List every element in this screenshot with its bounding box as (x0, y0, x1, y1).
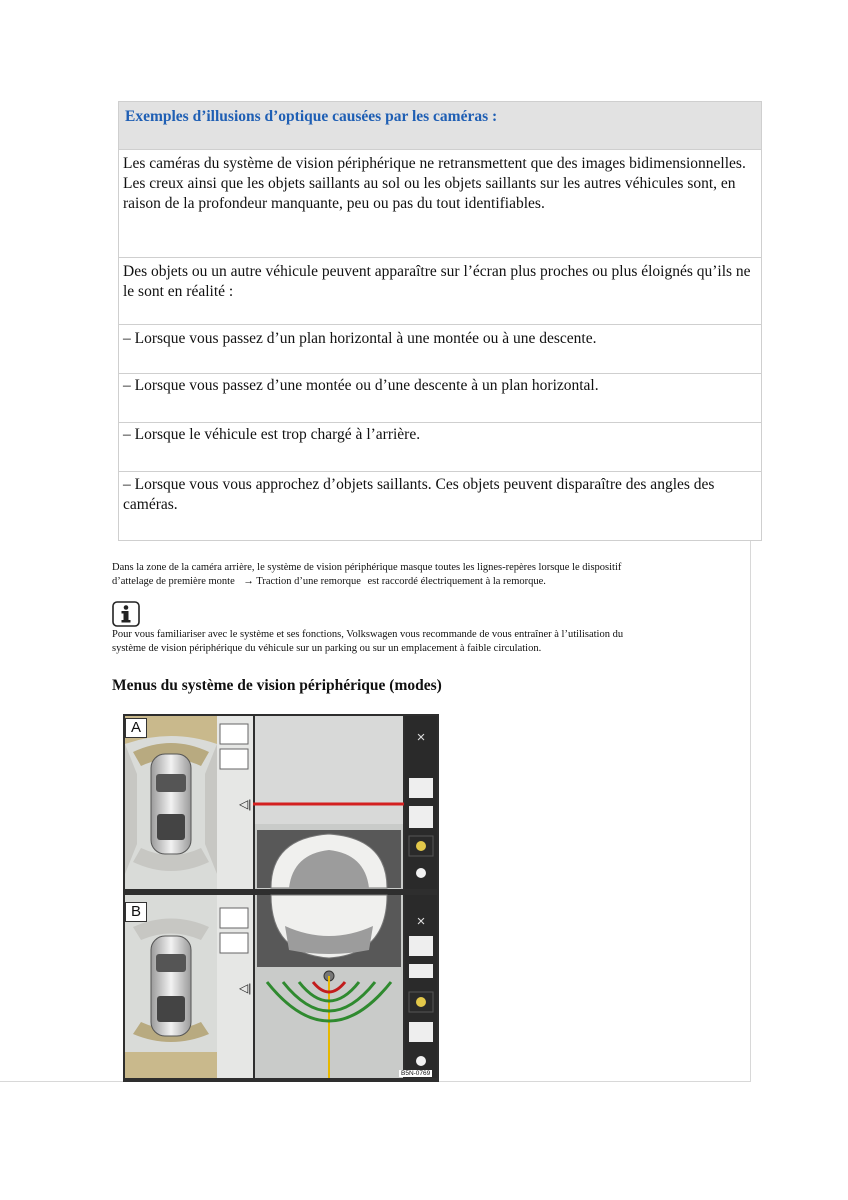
figure-label-a: A (125, 718, 147, 738)
table-row: – Lorsque vous passez d’un plan horizontal à une montée ou à une descente. (119, 325, 761, 374)
svg-text:×: × (416, 913, 426, 930)
arrow-icon: → (243, 576, 254, 587)
info-text-line2: système de vision périphérique du véhicule sur un parking ou sur un emplacement à faible circulation. (112, 643, 542, 654)
page-frame-right (750, 541, 751, 1081)
table-row: Les caméras du système de vision périphérique ne retransmettent que des images bidimensionnelles. Les creux ainsi que les objets saillants au sol ou les objets saillants sur les autres véhicules sont, en raison de la profondeur manquante, peu ou pas du tout identifiables. (119, 150, 761, 258)
figure-label-b: B (125, 902, 147, 922)
optical-illusions-table (118, 101, 762, 541)
panel-a (125, 716, 437, 889)
figure-code: B5N-0769 (401, 1070, 431, 1077)
area-view-figure (123, 714, 439, 1082)
note-text-line2 (112, 575, 546, 588)
note-text-end: est raccordé électriquement à la remorque. (367, 576, 546, 587)
area-view-illustration (123, 714, 439, 1082)
info-text-line1: Pour vous familiariser avec le système et ses fonctions, Volkswagen vous recommande de vous entraîner à l’utilisation du (112, 629, 624, 640)
table-row: – Lorsque vous vous approchez d’objets saillants. Ces objets peuvent disparaître des angles des caméras. (123, 476, 715, 513)
svg-text:◁|: ◁| (239, 797, 252, 811)
trailer-link[interactable]: Traction d’une remorque (256, 576, 361, 587)
table-row: – Lorsque vous passez d’une montée ou d’une descente à un plan horizontal. (119, 374, 761, 423)
section-title: Menus du système de vision périphérique (modes) (112, 677, 442, 694)
note-text-line1: Dans la zone de la caméra arrière, le système de vision périphérique masque toutes les lignes-repères lorsque le dispositif (112, 562, 622, 573)
panel-b (125, 895, 437, 1078)
table-header: Exemples d’illusions d’optique causées par les caméras : (119, 102, 761, 150)
info-icon (112, 601, 140, 627)
table-row: – Lorsque le véhicule est trop chargé à l’arrière. (119, 423, 761, 472)
note-text-start: d’attelage de première monte (112, 576, 235, 587)
svg-text:×: × (416, 729, 426, 746)
table-row: Des objets ou un autre véhicule peuvent apparaître sur l’écran plus proches ou plus éloignés qu’ils ne le sont en réalité : (119, 258, 761, 325)
svg-text:◁|: ◁| (239, 981, 252, 995)
